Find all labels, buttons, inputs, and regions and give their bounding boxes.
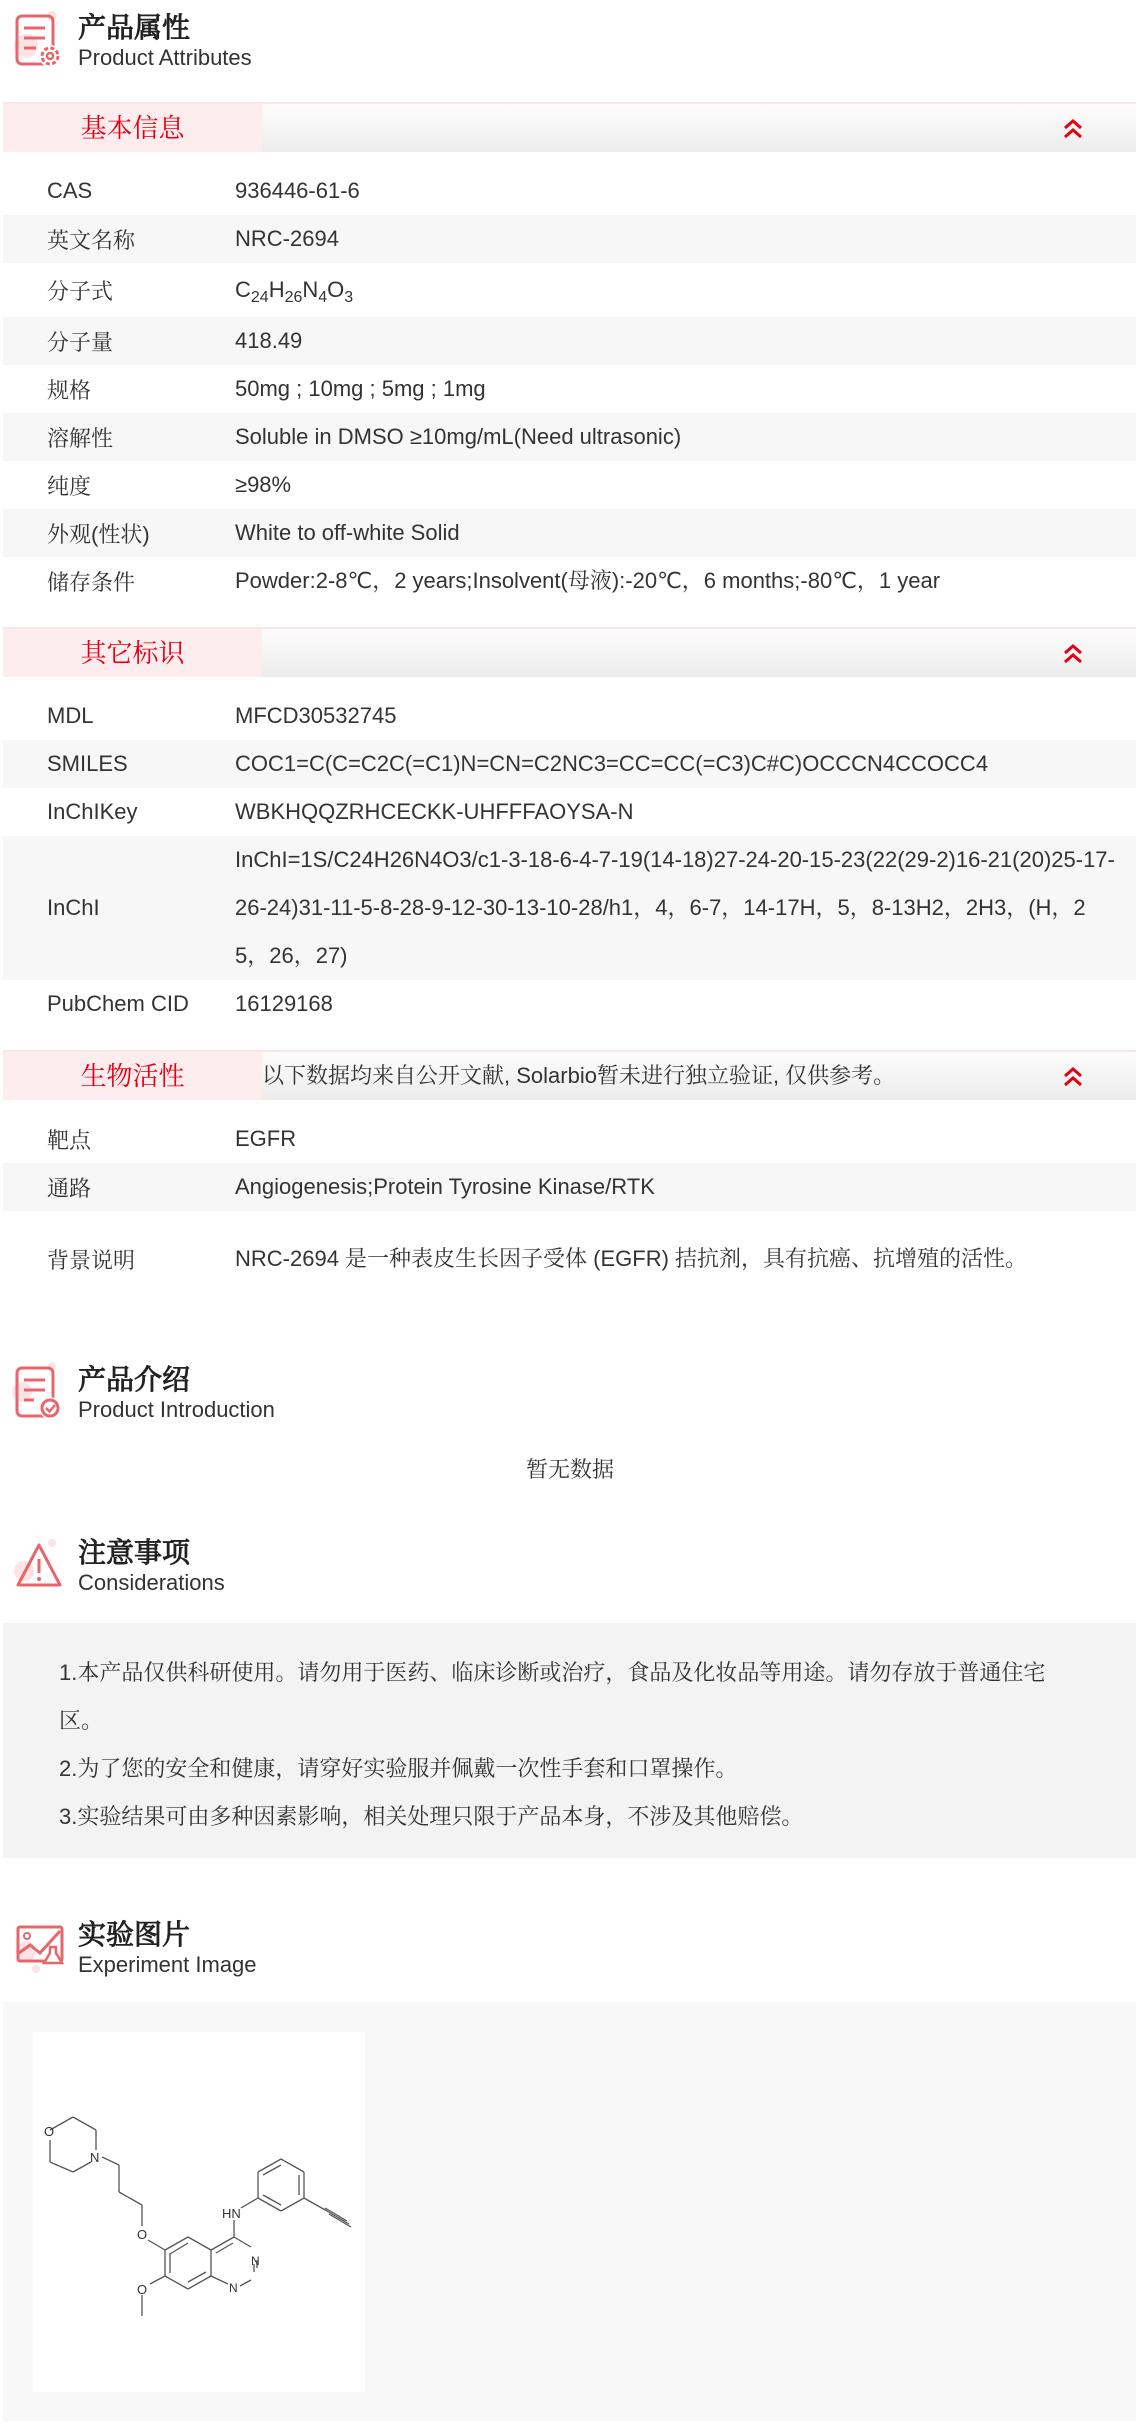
table-row [3, 317, 1136, 365]
attr-value: InChI=1S/C24H26N4O3/c1-3-18-6-4-7-19(14-18)27-24-20-15-23(22(29-2)16-21(20)25-17-26-24)31-11-5-8-28-9-12-30-13-10-28/h1，4，6-7，14-17H，5，8-13H2，2H3，(H，25，26，27) [235, 847, 1115, 968]
attr-value: Soluble in DMSO ≥10mg/mL(Need ultrasonic) [235, 424, 682, 449]
no-data-text: 暂无数据 [525, 1457, 614, 1482]
attr-label: 外观(性状) [47, 521, 150, 547]
experiment-image-panel [3, 2002, 1136, 2421]
collapse-double-chevron-up-icon[interactable] [1062, 1066, 1084, 1088]
consideration-item: 3.实验结果可由多种因素影响，相关处理只限于产品本身，不涉及其他赔偿。 [59, 1804, 804, 1829]
attr-label: 纯度 [47, 473, 92, 499]
svg-text:O: O [137, 2227, 148, 2242]
consideration-item: 1.本产品仅供科研使用。请勿用于医药、临床诊断或治疗，食品及化妆品等用途。请勿存放于普通住宅区。 [59, 1660, 1046, 1733]
attr-value: 418.49 [235, 328, 303, 353]
section-title-cn: 实验图片 [78, 1919, 191, 1950]
product-attributes-header [0, 10, 1140, 74]
basic-info-tab: 基本信息 [3, 104, 262, 152]
section-title-en: Considerations [78, 1570, 225, 1595]
attr-value: 16129168 [235, 991, 333, 1016]
bio-activity-table [3, 1115, 1136, 1307]
molecular-formula: $C_{24}H_{26}N_4O_3$ [235, 277, 354, 306]
attr-value: ≥98% [235, 472, 292, 497]
attr-value: WBKHQQZRHCECKK-UHFFFAOYSA-N [235, 799, 634, 824]
experiment-image-header [0, 1917, 1140, 1981]
attr-value: COC1=C(C=C2C(=C1)N=CN=C2NC3=CC=CC(=C3)C#C)OCCCN4CCOCC4 [235, 751, 989, 776]
attr-label: 背景说明 [47, 1247, 136, 1273]
table-row [3, 1163, 1136, 1211]
svg-text:N: N [90, 2150, 100, 2165]
attr-value: Powder:2-8℃，2 years;Insolvent(母液):-20℃，6 months;-80℃，1 year [235, 568, 941, 593]
section-title-en: Product Attributes [78, 45, 252, 70]
table-row [3, 788, 1136, 836]
section-title-cn: 产品介绍 [78, 1364, 191, 1395]
considerations-header [0, 1535, 1140, 1599]
structure-image[interactable] [33, 2032, 365, 2392]
attr-value: NRC-2694 [235, 226, 339, 251]
bio-activity-bar [3, 1050, 1136, 1100]
consideration-item: 2.为了您的安全和健康，请穿好实验服并佩戴一次性手套和口罩操作。 [59, 1756, 738, 1781]
table-row [3, 263, 1136, 317]
attr-label: SMILES [47, 751, 128, 776]
attr-label: 分子量 [47, 329, 114, 355]
attr-label: InChI [47, 895, 100, 920]
table-row [3, 836, 1136, 980]
table-row [3, 215, 1136, 263]
attr-value: White to off-white Solid [235, 520, 460, 545]
attr-value: 50mg ; 10mg ; 5mg ; 1mg [235, 376, 486, 401]
product-introduction-header [0, 1362, 1140, 1426]
table-row [3, 692, 1136, 740]
svg-text:HN: HN [222, 2206, 241, 2221]
attr-value: MFCD30532745 [235, 703, 397, 728]
attr-label: 英文名称 [47, 227, 136, 253]
disclaimer-note: 以下数据均来自公开文献, Solarbio暂未进行独立验证, 仅供参考。 [262, 1063, 896, 1088]
table-row [3, 461, 1136, 509]
other-identifiers-tab: 其它标识 [3, 629, 262, 677]
warning-triangle-icon [12, 1535, 66, 1595]
collapse-double-chevron-up-icon[interactable] [1062, 118, 1084, 140]
attr-label: PubChem CID [47, 991, 189, 1016]
table-row [3, 167, 1136, 215]
attr-value: 936446-61-6 [235, 178, 360, 203]
bio-activity-tab: 生物活性 [3, 1052, 262, 1100]
table-row [3, 557, 1136, 605]
attr-label: InChIKey [47, 799, 138, 824]
svg-text:O: O [44, 2124, 55, 2139]
table-row [3, 1211, 1136, 1307]
attr-label: 通路 [47, 1175, 92, 1201]
attr-value: Angiogenesis;Protein Tyrosine Kinase/RTK [235, 1174, 655, 1199]
attr-label: 靶点 [47, 1127, 92, 1153]
attr-label: MDL [47, 703, 94, 728]
document-check-icon [12, 1362, 66, 1422]
section-title-en: Product Introduction [78, 1397, 275, 1422]
svg-text:N: N [229, 2281, 238, 2295]
basic-info-bar [3, 102, 1136, 152]
table-row [3, 1115, 1136, 1163]
basic-info-table [3, 167, 1136, 605]
attr-label: CAS [47, 178, 93, 203]
other-identifiers-table [3, 692, 1136, 1028]
other-identifiers-bar [3, 627, 1136, 677]
section-title-cn: 注意事项 [78, 1537, 191, 1568]
attr-value: EGFR [235, 1126, 297, 1151]
section-title-cn: 产品属性 [78, 12, 191, 43]
svg-text:O: O [137, 2282, 148, 2297]
attr-label: 溶解性 [47, 425, 114, 451]
attr-label: 规格 [47, 377, 92, 403]
image-flask-icon [12, 1917, 66, 1977]
attr-label: 分子式 [47, 278, 114, 304]
table-row [3, 980, 1136, 1028]
attr-label: 储存条件 [47, 569, 136, 595]
considerations-box [3, 1623, 1136, 1858]
table-row [3, 365, 1136, 413]
attr-value: NRC-2694 是一种表皮生长因子受体 (EGFR) 拮抗剂，具有抗癌、抗增殖的活性。 [235, 1246, 1028, 1271]
collapse-double-chevron-up-icon[interactable] [1062, 643, 1084, 665]
table-row [3, 740, 1136, 788]
svg-text:N: N [251, 2254, 260, 2268]
section-title-en: Experiment Image [78, 1952, 257, 1977]
document-gear-icon [12, 10, 66, 70]
table-row [3, 509, 1136, 557]
table-row [3, 413, 1136, 461]
chemical-structure-diagram [33, 2032, 365, 2392]
